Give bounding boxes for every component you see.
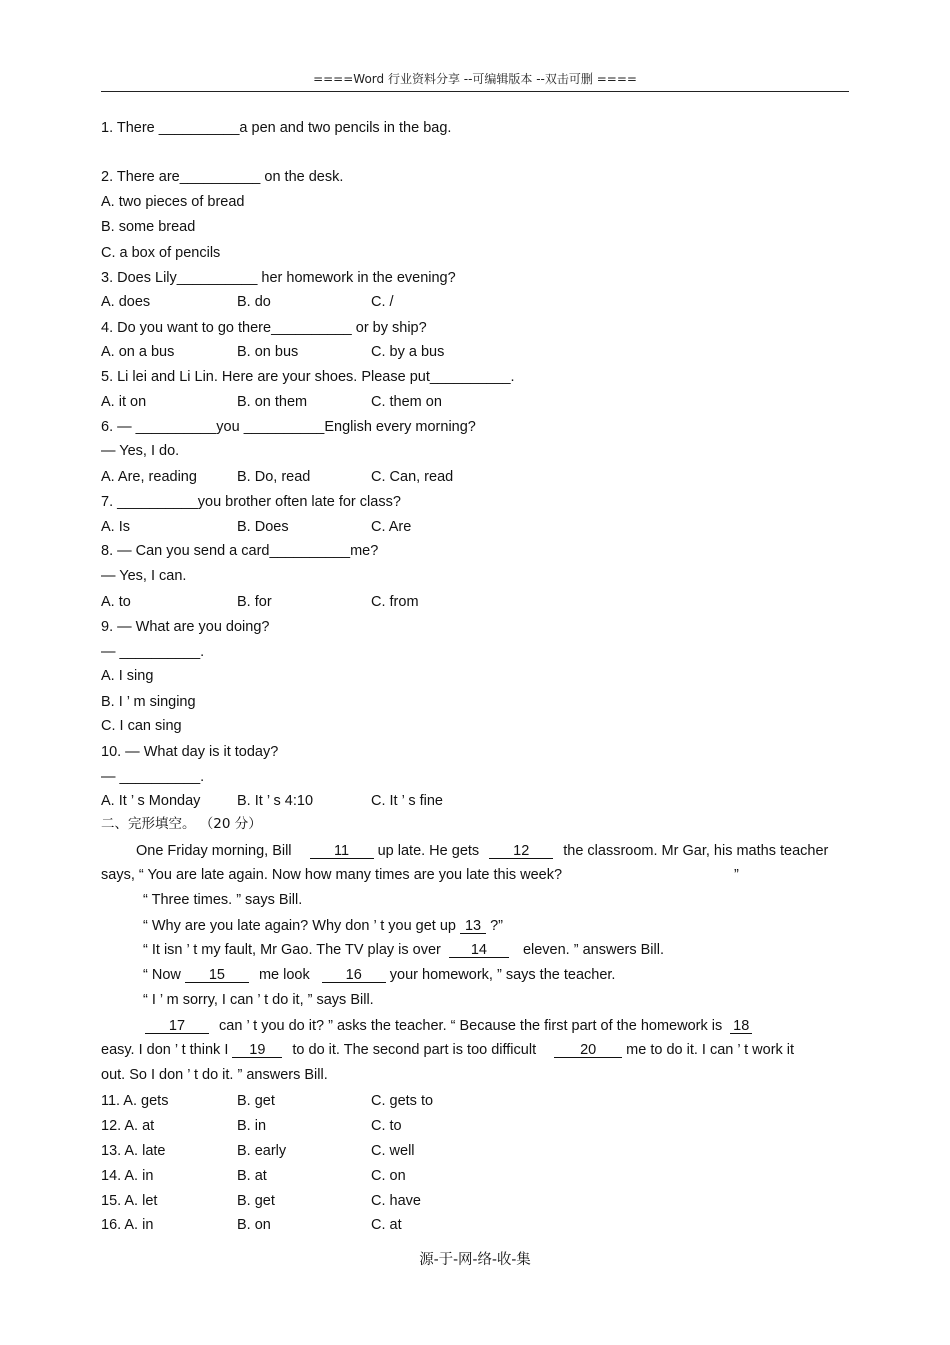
passage-line-1 [101,842,861,860]
section-2-title: 二、完形填空。 （20 分） [101,816,262,832]
option-5c: C. them on [371,394,442,410]
response-8: — Yes, I can. [101,568,187,584]
answer-option: 16. A. in [101,1217,154,1233]
answer-option: 12. A. at [101,1118,155,1134]
response-6: — Yes, I do. [101,443,180,459]
answer-option: B. get [237,1093,275,1109]
question-7: 7. __________you brother often late for class? [101,494,401,510]
blank-15: 15 [185,968,249,983]
option-7c: C. Are [371,519,412,535]
answer-option: 13. A. late [101,1143,166,1159]
passage-line-7 [101,991,861,1009]
page-header: ====Word 行业资料分享 --可编辑版本 --双击可删 ==== [313,72,637,86]
passage-text: your homework, ” says the teacher. [389,967,616,983]
passage-text: can ’ t you do it? ” asks the teacher. “ Because the first part of the homework is [219,1018,723,1034]
passage-line-6 [101,966,861,984]
passage-text: says, “ You are late again. Now how many times are you late this week? [101,867,563,883]
option-10a: A. It ’ s Monday [101,793,201,809]
option-2c: C. a box of pencils [101,245,221,261]
passage-line-8 [101,1017,861,1035]
option-10c: C. It ’ s fine [371,793,443,809]
passage-text: eleven. ” answers Bill. [522,942,664,958]
answer-option: B. on [237,1217,271,1233]
option-3a: A. does [101,294,151,310]
option-4a: A. on a bus [101,344,175,360]
blank-16: 16 [322,968,386,983]
passage-text: “ Three times. ” says Bill. [143,892,303,908]
question-5: 5. Li lei and Li Lin. Here are your shoes. Please put__________. [101,369,515,385]
passage-text: me to do it. I can ’ t work it [626,1042,795,1058]
question-4: 4. Do you want to go there__________ or by ship? [101,320,427,336]
passage-text: to do it. The second part is too difficult [292,1042,537,1058]
passage-line-2 [101,866,861,884]
question-3: 3. Does Lily__________ her homework in the evening? [101,270,456,286]
passage-text: up late. He gets [377,843,480,859]
option-9a: A. I sing [101,668,154,684]
question-2: 2. There are__________ on the desk. [101,169,344,185]
option-3b: B. do [237,294,271,310]
option-5b: B. on them [237,394,308,410]
passage-text: ?” [490,918,503,934]
passage-line-3 [101,891,861,909]
passage-text: out. So I don ’ t do it. ” answers Bill. [101,1067,328,1083]
answer-option: 15. A. let [101,1193,158,1209]
response-9: — __________. [101,644,205,660]
blank-12: 12 [489,844,553,859]
passage-text: “ I ’ m sorry, I can ’ t do it, ” says Bill. [143,992,374,1008]
passage-text: easy. I don ’ t think I [101,1042,229,1058]
question-8: 8. — Can you send a card__________me? [101,543,379,559]
option-8a: A. to [101,594,131,610]
option-3c: C. / [371,294,394,310]
response-10: — __________. [101,769,205,785]
option-4c: C. by a bus [371,344,445,360]
option-7b: B. Does [237,519,289,535]
answer-option: C. at [371,1217,402,1233]
option-6b: B. Do, read [237,469,311,485]
passage-text: “ Now [143,967,181,983]
answer-option: 14. A. in [101,1168,154,1184]
blank-20: 20 [554,1043,622,1058]
answer-option: C. to [371,1118,402,1134]
blank-11: 11 [310,844,374,859]
option-2a: A. two pieces of bread [101,194,245,210]
option-5a: A. it on [101,394,147,410]
option-6c: C. Can, read [371,469,454,485]
option-8c: C. from [371,594,419,610]
option-8b: B. for [237,594,272,610]
question-10: 10. — What day is it today? [101,744,279,760]
option-4b: B. on bus [237,344,299,360]
passage-line-4 [101,917,861,935]
option-7a: A. Is [101,519,131,535]
passage-line-5 [101,941,861,959]
option-6a: A. Are, reading [101,469,197,485]
blank-13: 13 [460,919,486,934]
question-9: 9. — What are you doing? [101,619,270,635]
blank-18: 18 [730,1019,752,1034]
option-9b: B. I ’ m singing [101,694,196,710]
answer-option: C. gets to [371,1093,434,1109]
passage-line-9 [101,1041,861,1059]
answer-option: B. get [237,1193,275,1209]
question-1: 1. There __________a pen and two pencils in the bag. [101,120,452,136]
answer-option: B. in [237,1118,267,1134]
passage-text: me look [258,967,310,983]
answer-option: B. at [237,1168,267,1184]
answer-option: C. have [371,1193,421,1209]
answer-option: 11. A. gets [101,1093,169,1109]
option-9c: C. I can sing [101,718,182,734]
passage-text: “ It isn ’ t my fault, Mr Gao. The TV play is over [143,942,441,958]
answer-option: C. on [371,1168,406,1184]
passage-text: One Friday morning, Bill [136,843,292,859]
passage-line-10 [101,1066,861,1084]
blank-17: 17 [145,1019,209,1034]
blank-19: 19 [232,1043,282,1058]
passage-text: ” [734,867,739,883]
blank-14: 14 [449,943,509,958]
option-2b: B. some bread [101,219,196,235]
answer-option: C. well [371,1143,415,1159]
question-6: 6. — __________you __________English every morning? [101,419,476,435]
page-footer: 源-于-网-络-收-集 [419,1252,531,1268]
option-10b: B. It ’ s 4:10 [237,793,314,809]
answer-option: B. early [237,1143,287,1159]
passage-text: “ Why are you late again? Why don ’ t you get up [143,918,456,934]
passage-text: the classroom. Mr Gar, his maths teacher [563,843,829,859]
header-rule [101,91,849,92]
